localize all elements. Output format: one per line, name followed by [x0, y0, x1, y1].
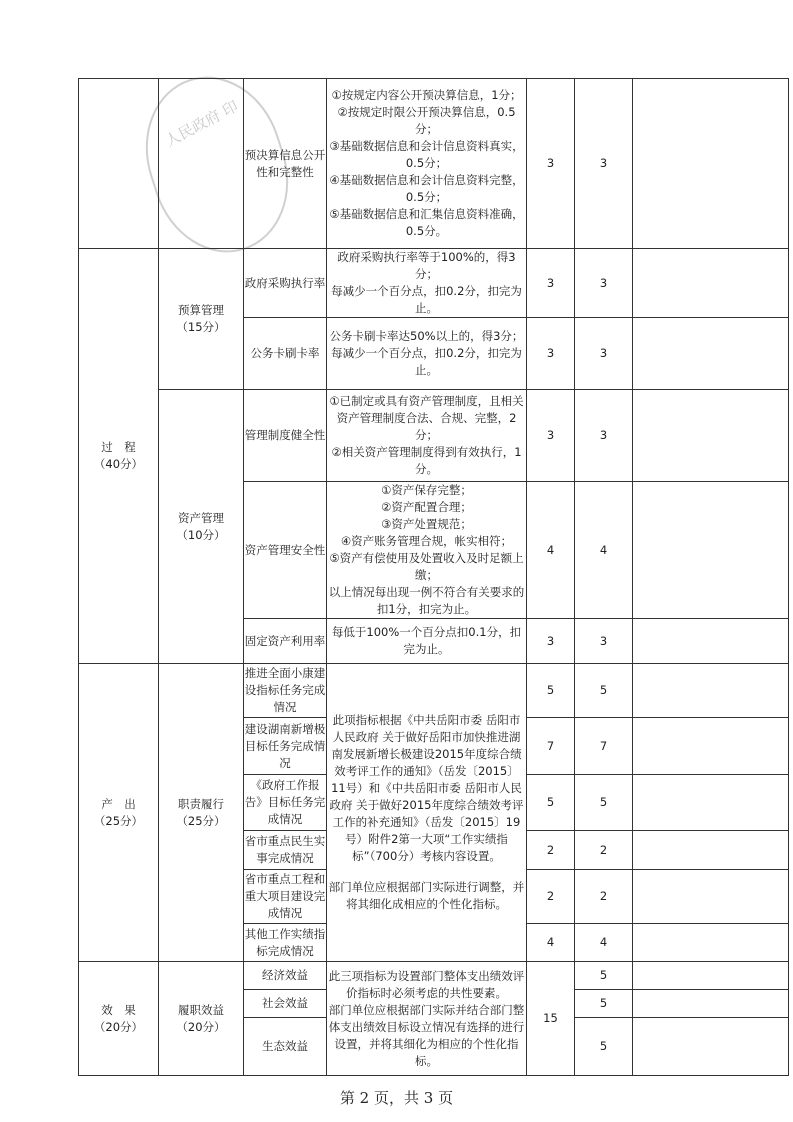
scoring-criteria: 公务卡刷卡率达50%以上的，得3分； 每减少一个百分点，扣0.2分，扣完为止。 — [327, 318, 527, 390]
remarks-cell — [633, 718, 789, 775]
standard-score: 3 — [527, 390, 575, 482]
indicator-name: 生态效益 — [244, 1018, 327, 1076]
indicator-name: 经济效益 — [244, 962, 327, 990]
actual-score: 4 — [575, 924, 633, 962]
indicator-name: 省市重点民生实事完成情况 — [244, 831, 327, 870]
actual-score: 3 — [575, 79, 633, 249]
actual-score: 5 — [575, 962, 633, 990]
seal-text: 人民政府 印 — [162, 97, 242, 151]
indicator-name: 建设湖南新增极目标任务完成情况 — [244, 718, 327, 775]
actual-score: 7 — [575, 718, 633, 775]
standard-score: 2 — [527, 831, 575, 870]
indicator-name: 公务卡刷卡率 — [244, 318, 327, 390]
remarks-cell — [633, 619, 789, 664]
standard-score: 3 — [527, 79, 575, 249]
remarks-cell — [633, 482, 789, 619]
remarks-cell — [633, 924, 789, 962]
indicator-name: 资产管理安全性 — [244, 482, 327, 619]
remarks-cell — [633, 962, 789, 990]
standard-score: 7 — [527, 718, 575, 775]
standard-score: 3 — [527, 249, 575, 318]
indicator-name: 推进全面小康建设指标任务完成情况 — [244, 664, 327, 718]
standard-score: 2 — [527, 870, 575, 924]
actual-score: 3 — [575, 318, 633, 390]
actual-score: 5 — [575, 990, 633, 1018]
indicator-name: 预决算信息公开性和完整性 — [244, 79, 327, 249]
actual-score: 5 — [575, 775, 633, 831]
table-row — [79, 962, 789, 990]
table-row — [79, 390, 789, 482]
standard-score: 3 — [527, 318, 575, 390]
standard-score: 15 — [527, 962, 575, 1076]
scoring-criteria: 此三项指标为设置部门整体支出绩效评价指标时必须考虑的共性要素。 部门单位应根据部门实际并结合部门整体支出绩效目标设立情况有选择的进行设置，并将其细化为相应的个性化指标。 — [327, 962, 527, 1076]
level1-process: 过 程 （40分） — [79, 249, 159, 664]
level2-performance: 履职效益 （20分） — [159, 962, 244, 1076]
indicator-name: 《政府工作报告》目标任务完成情况 — [244, 775, 327, 831]
actual-score: 5 — [575, 1018, 633, 1076]
indicator-name: 社会效益 — [244, 990, 327, 1018]
scoring-criteria: ①资产保存完整； ②资产配置合理； ③资产处置规范； ④资产账务管理合规，帐实相符； ⑤资产有偿使用及处置收入及时足额上缴； 以上情况每出现一例不符合有关要求的扣1分，扣完为止。 — [327, 482, 527, 619]
indicator-name: 固定资产利用率 — [244, 619, 327, 664]
actual-score: 4 — [575, 482, 633, 619]
remarks-cell — [633, 664, 789, 718]
actual-score: 3 — [575, 390, 633, 482]
level2-cell — [159, 79, 244, 249]
level1-output: 产 出 （25分） — [79, 664, 159, 962]
actual-score: 2 — [575, 870, 633, 924]
actual-score: 3 — [575, 619, 633, 664]
indicator-name: 省市重点工程和重大项目建设完成情况 — [244, 870, 327, 924]
scoring-criteria: ①已制定或具有资产管理制度，且相关资产管理制度合法、合规、完整，2分； ②相关资产管理制度得到有效执行，1分。 — [327, 390, 527, 482]
scoring-criteria: 政府采购执行率等于100%的，得3分； 每减少一个百分点，扣0.2分，扣完为止。 — [327, 249, 527, 318]
level1-effect: 效 果 （20分） — [79, 962, 159, 1076]
actual-score: 2 — [575, 831, 633, 870]
remarks-cell — [633, 775, 789, 831]
level1-cell — [79, 79, 159, 249]
standard-score: 5 — [527, 775, 575, 831]
remarks-cell — [633, 1018, 789, 1076]
table-row — [79, 664, 789, 718]
evaluation-table — [78, 78, 789, 1076]
standard-score: 4 — [527, 482, 575, 619]
level2-duty: 职责履行 （25分） — [159, 664, 244, 962]
scoring-criteria: 此项指标根据《中共岳阳市委 岳阳市人民政府 关于做好岳阳市加快推进湖南发展新增长极建设2015年度综合绩效考评工作的通知》（岳发〔2015〕11号）和《中共岳阳市委 岳阳市人民政府 关于做好2015年度综合绩效考评工作的补充通知》（岳发〔2015〕19号）附件2第一大项“工作实绩指标”（700分）考核内容设置。 部门单位应根据部门实际进行调整，并将其细化成相应的个性化指标。 — [327, 664, 527, 962]
remarks-cell — [633, 390, 789, 482]
indicator-name: 其他工作实绩指标完成情况 — [244, 924, 327, 962]
remarks-cell — [633, 318, 789, 390]
actual-score: 5 — [575, 664, 633, 718]
table-row — [79, 79, 789, 249]
level2-asset: 资产管理 （10分） — [159, 390, 244, 664]
table-row — [79, 249, 789, 318]
standard-score: 3 — [527, 619, 575, 664]
page-number: 第 2 页，共 3 页 — [339, 1089, 454, 1107]
remarks-cell — [633, 990, 789, 1018]
standard-score: 5 — [527, 664, 575, 718]
indicator-name: 管理制度健全性 — [244, 390, 327, 482]
level2-budget: 预算管理 （15分） — [159, 249, 244, 390]
actual-score: 3 — [575, 249, 633, 318]
scoring-criteria: 每低于100%一个百分点扣0.1分，扣完为止。 — [327, 619, 527, 664]
remarks-cell — [633, 79, 789, 249]
remarks-cell — [633, 870, 789, 924]
scoring-criteria: ①按规定内容公开预决算信息，1分； ②按规定时限公开预决算信息，0.5分； ③基础数据信息和会计信息资料真实，0.5分； ④基础数据信息和会计信息资料完整，0.5分； ⑤基础数据信息和汇集信息资料准确，0.5分。 — [327, 79, 527, 249]
remarks-cell — [633, 831, 789, 870]
indicator-name: 政府采购执行率 — [244, 249, 327, 318]
remarks-cell — [633, 249, 789, 318]
standard-score: 4 — [527, 924, 575, 962]
